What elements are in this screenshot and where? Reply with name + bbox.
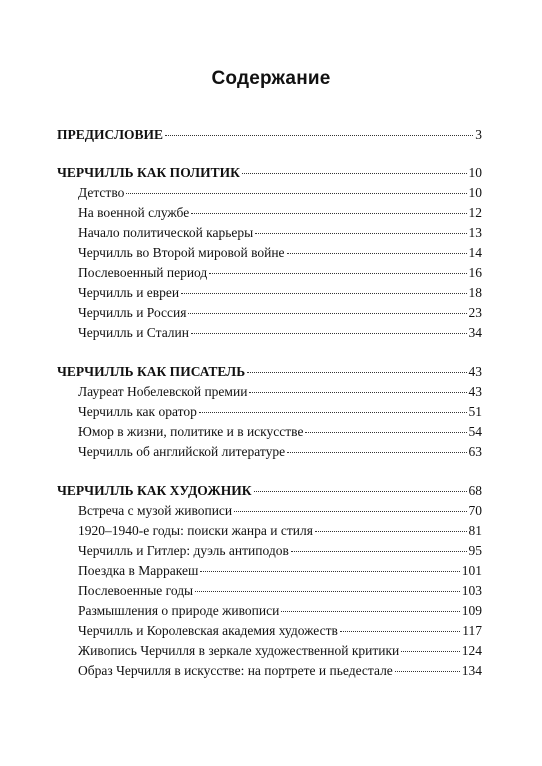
toc-page-number: 13 [468, 225, 482, 240]
toc-entry[interactable] [78, 562, 482, 580]
toc-entry-label: Образ Черчилля в искусстве: на портрете и пьедестале [78, 663, 393, 678]
toc-entry-label: ПРЕДИСЛОВИЕ [57, 127, 164, 142]
toc-page-number: 81 [468, 523, 482, 538]
toc-entry[interactable] [78, 662, 482, 680]
toc-entry-label: Черчилль и Россия [78, 305, 187, 320]
toc-entry-label: Юмор в жизни, политике и в искусстве [78, 424, 304, 439]
toc-page-number: 54 [468, 424, 482, 439]
dot-leader [291, 551, 467, 552]
toc-entry-label: Черчилль во Второй мировой войне [78, 245, 285, 260]
toc-entry-label: Черчилль и евреи [78, 285, 180, 300]
toc-entry[interactable] [78, 622, 482, 640]
dot-leader [287, 253, 467, 254]
toc-entry[interactable] [78, 383, 482, 401]
toc-entry-label: Черчилль и Сталин [78, 325, 189, 340]
toc-page-number: 103 [461, 583, 482, 598]
toc-page-number: 43 [468, 364, 482, 379]
toc-entry-label: Послевоенные годы [78, 583, 194, 598]
toc-entry[interactable] [78, 502, 482, 520]
toc-entry[interactable] [78, 582, 482, 600]
toc-entry[interactable] [78, 443, 482, 461]
toc-page-number: 3 [475, 127, 482, 142]
toc-page-number: 34 [468, 325, 482, 340]
toc-entry-label: Поездка в Марракеш [78, 563, 199, 578]
toc-page-number: 14 [468, 245, 482, 260]
dot-leader [200, 571, 459, 572]
dot-leader [234, 511, 466, 512]
dot-leader [305, 432, 466, 433]
toc-entry-label: Послевоенный период [78, 265, 208, 280]
toc-section-artist[interactable] [57, 482, 482, 500]
page-title: Содержание [211, 68, 331, 89]
toc-entry-label: Детство [78, 185, 125, 200]
dot-leader [249, 392, 466, 393]
toc-entry-label: Черчилль об английской литературе [78, 444, 286, 459]
dot-leader [209, 273, 466, 274]
dot-leader [242, 173, 467, 174]
toc-entry-label: Живопись Черчилля в зеркале художественной критики [78, 643, 400, 658]
dot-leader [395, 671, 460, 672]
dot-leader [315, 531, 467, 532]
dot-leader [254, 491, 467, 492]
toc-page-number: 23 [468, 305, 482, 320]
toc-entry[interactable] [78, 224, 482, 242]
toc-page-number: 134 [461, 663, 482, 678]
dot-leader [247, 372, 466, 373]
toc-page-number: 16 [468, 265, 482, 280]
dot-leader [165, 135, 473, 136]
toc-page-number: 68 [468, 483, 482, 498]
toc-entry[interactable] [78, 403, 482, 421]
dot-leader [191, 213, 466, 214]
toc-entry-label: Встреча с музой живописи [78, 503, 233, 518]
toc-entry[interactable] [78, 264, 482, 282]
toc-page-number: 95 [468, 543, 482, 558]
toc-entry-label: Черчилль и Гитлер: дуэль антиподов [78, 543, 289, 558]
toc-entry[interactable] [78, 542, 482, 560]
toc-section-politician[interactable] [57, 164, 482, 182]
toc-page-number: 124 [461, 643, 482, 658]
dot-leader [195, 591, 460, 592]
dot-leader [188, 313, 466, 314]
toc-entry-label: 1920–1940-е годы: поиски жанра и стиля [78, 523, 313, 538]
toc-entry[interactable] [78, 602, 482, 620]
dot-leader [199, 412, 467, 413]
dot-leader [281, 611, 459, 612]
toc-entry[interactable] [78, 284, 482, 302]
dot-leader [191, 333, 467, 334]
toc-page-number: 10 [468, 165, 482, 180]
dot-leader [126, 193, 466, 194]
toc-entry-label: На военной службе [78, 205, 190, 220]
toc-page-number: 18 [468, 285, 482, 300]
toc-entry-label: Черчилль и Королевская академия художеств [78, 623, 338, 638]
toc-entry-label: Черчилль как оратор [78, 404, 197, 419]
toc-page-number: 12 [468, 205, 482, 220]
toc-page-number: 70 [468, 503, 482, 518]
dot-leader [287, 452, 466, 453]
toc-page-number: 117 [462, 623, 482, 638]
dot-leader [181, 293, 466, 294]
toc-entry-label: ЧЕРЧИЛЛЬ КАК ПОЛИТИК [57, 165, 240, 180]
dot-leader [340, 631, 460, 632]
toc-entry[interactable] [78, 642, 482, 660]
toc-entry[interactable] [78, 304, 482, 322]
toc-section-writer[interactable] [57, 363, 482, 381]
toc-entry[interactable] [78, 423, 482, 441]
toc-entry-label: Лауреат Нобелевской премии [78, 384, 248, 399]
toc-page-number: 63 [468, 444, 482, 459]
toc-entry-label: ЧЕРЧИЛЛЬ КАК ПИСАТЕЛЬ [57, 364, 246, 379]
dot-leader [401, 651, 459, 652]
toc-entry[interactable] [78, 522, 482, 540]
toc-entry[interactable] [78, 184, 482, 202]
toc-entry[interactable] [78, 204, 482, 222]
toc-page-number: 43 [468, 384, 482, 399]
toc-section-preface[interactable] [57, 126, 482, 144]
toc-entry[interactable] [78, 324, 482, 342]
toc-page-number: 10 [468, 185, 482, 200]
toc-entry-label: ЧЕРЧИЛЛЬ КАК ХУДОЖНИК [57, 483, 252, 498]
toc-page-number: 51 [468, 404, 482, 419]
dot-leader [255, 233, 466, 234]
toc-entry-label: Размышления о природе живописи [78, 603, 280, 618]
toc-entry-label: Начало политической карьеры [78, 225, 254, 240]
toc-entry[interactable] [78, 244, 482, 262]
toc-page-number: 101 [461, 563, 482, 578]
toc-page-number: 109 [461, 603, 482, 618]
